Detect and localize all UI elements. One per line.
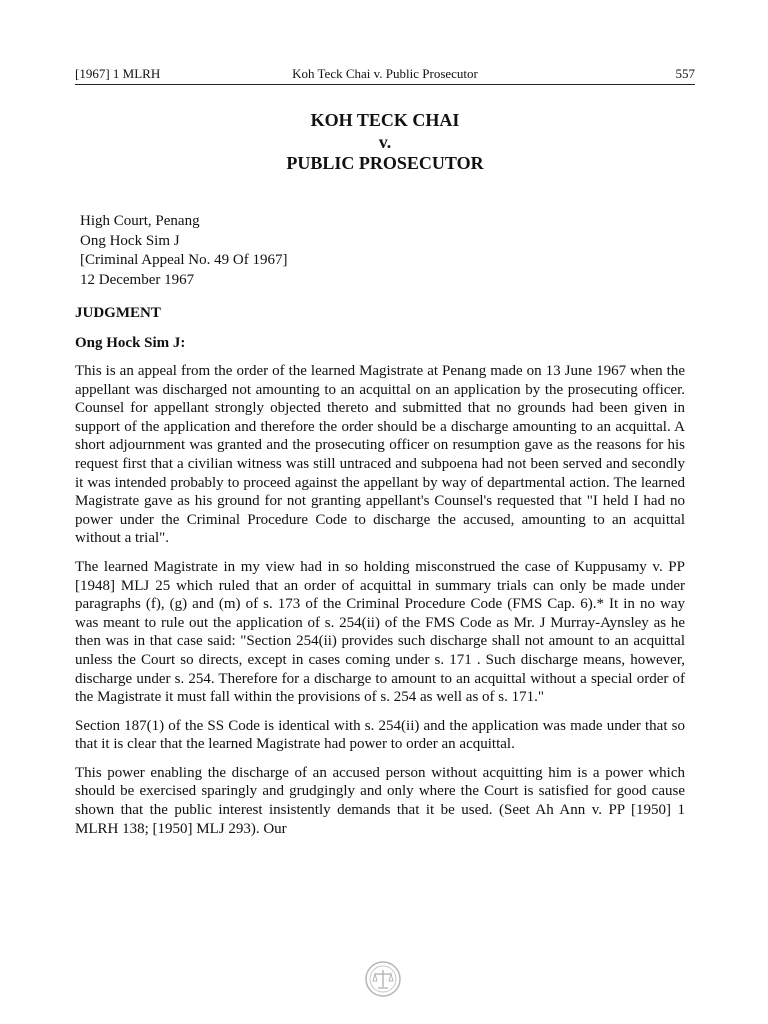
court-seal-icon: [364, 960, 402, 998]
paragraph: The learned Magistrate in my view had in so holding misconstrued the case of Kuppusamy v. PP [1948] MLJ 25 which ruled that an order of acquittal in summary trials can only be made under paragraphs (f), (g) and (m) of s. 173 of the Criminal Procedure Code (FMS Cap. 6).* It in no way was meant to rule out the application of s. 254(ii) of the FMS Code as Mr. J Murray-Aynsley as he then was in that case said: "Section 254(ii) provides such discharge shall not amount to an acquittal unless the Court so directs, except in cases coming under s. 171 . Such discharge means, however, discharge under s. 254. Therefore for a discharge to amount to an acquittal without a special order of the Magistrate it must fall within the provisions of s. 254 as well as of s. 171.": [75, 558, 685, 706]
header-divider: [75, 84, 695, 85]
case-party-1: KOH TECK CHAI: [310, 110, 460, 130]
paragraph: Section 187(1) of the SS Code is identical with s. 254(ii) and the application was made under that so that it is clear that the learned Magistrate had power to order an acquittal.: [75, 717, 685, 753]
case-metadata: [80, 212, 287, 290]
header-citation: [1967] 1 MLRH: [75, 66, 161, 81]
header-case-title: Koh Teck Chai v. Public Prosecutor: [292, 66, 478, 81]
judge-heading: Ong Hock Sim J:: [75, 335, 186, 351]
appeal-number: [Criminal Appeal No. 49 Of 1967]: [80, 252, 288, 268]
judgment-date: 12 December 1967: [80, 271, 195, 288]
judge-name: Ong Hock Sim J: [80, 232, 180, 249]
judgment-body: [75, 362, 685, 848]
page-number: 557: [675, 66, 695, 81]
case-party-2: PUBLIC PROSECUTOR: [286, 153, 484, 173]
court-name: High Court, Penang: [80, 213, 200, 229]
running-header: [75, 66, 695, 84]
case-versus: v.: [378, 132, 392, 152]
paragraph: This power enabling the discharge of an accused person without acquitting him is a power which should be exercised sparingly and grudgingly and only where the Court is satisfied for good cause shown that the public interest insistently demands that it be used. (Seet Ah Ann v. PP [1950] 1 MLRH 138; [1950] MLJ 293). Our: [75, 764, 685, 837]
judgment-heading: JUDGMENT: [75, 305, 161, 321]
paragraph: This is an appeal from the order of the learned Magistrate at Penang made on 13 June 1967 when the appellant was discharged not amounting to an acquittal on an application by the prosecuting officer. Counsel for appellant strongly objected thereto and submitted that no grounds had been given in support of the application and therefore the order should be a discharge amounting to an acquittal. A short adjournment was granted and the prosecuting officer on resumption gave as the reasons for his request first that a civilian witness was still untraced and subpoena had not been served and secondly it was intended probably to proceed against the appellant by way of departmental action. The learned Magistrate gave as his ground for not granting appellant's Counsel's requested that "I held I had no power under the Criminal Procedure Code to discharge the accused, amounting to an acquittal without a trial".: [75, 363, 685, 547]
